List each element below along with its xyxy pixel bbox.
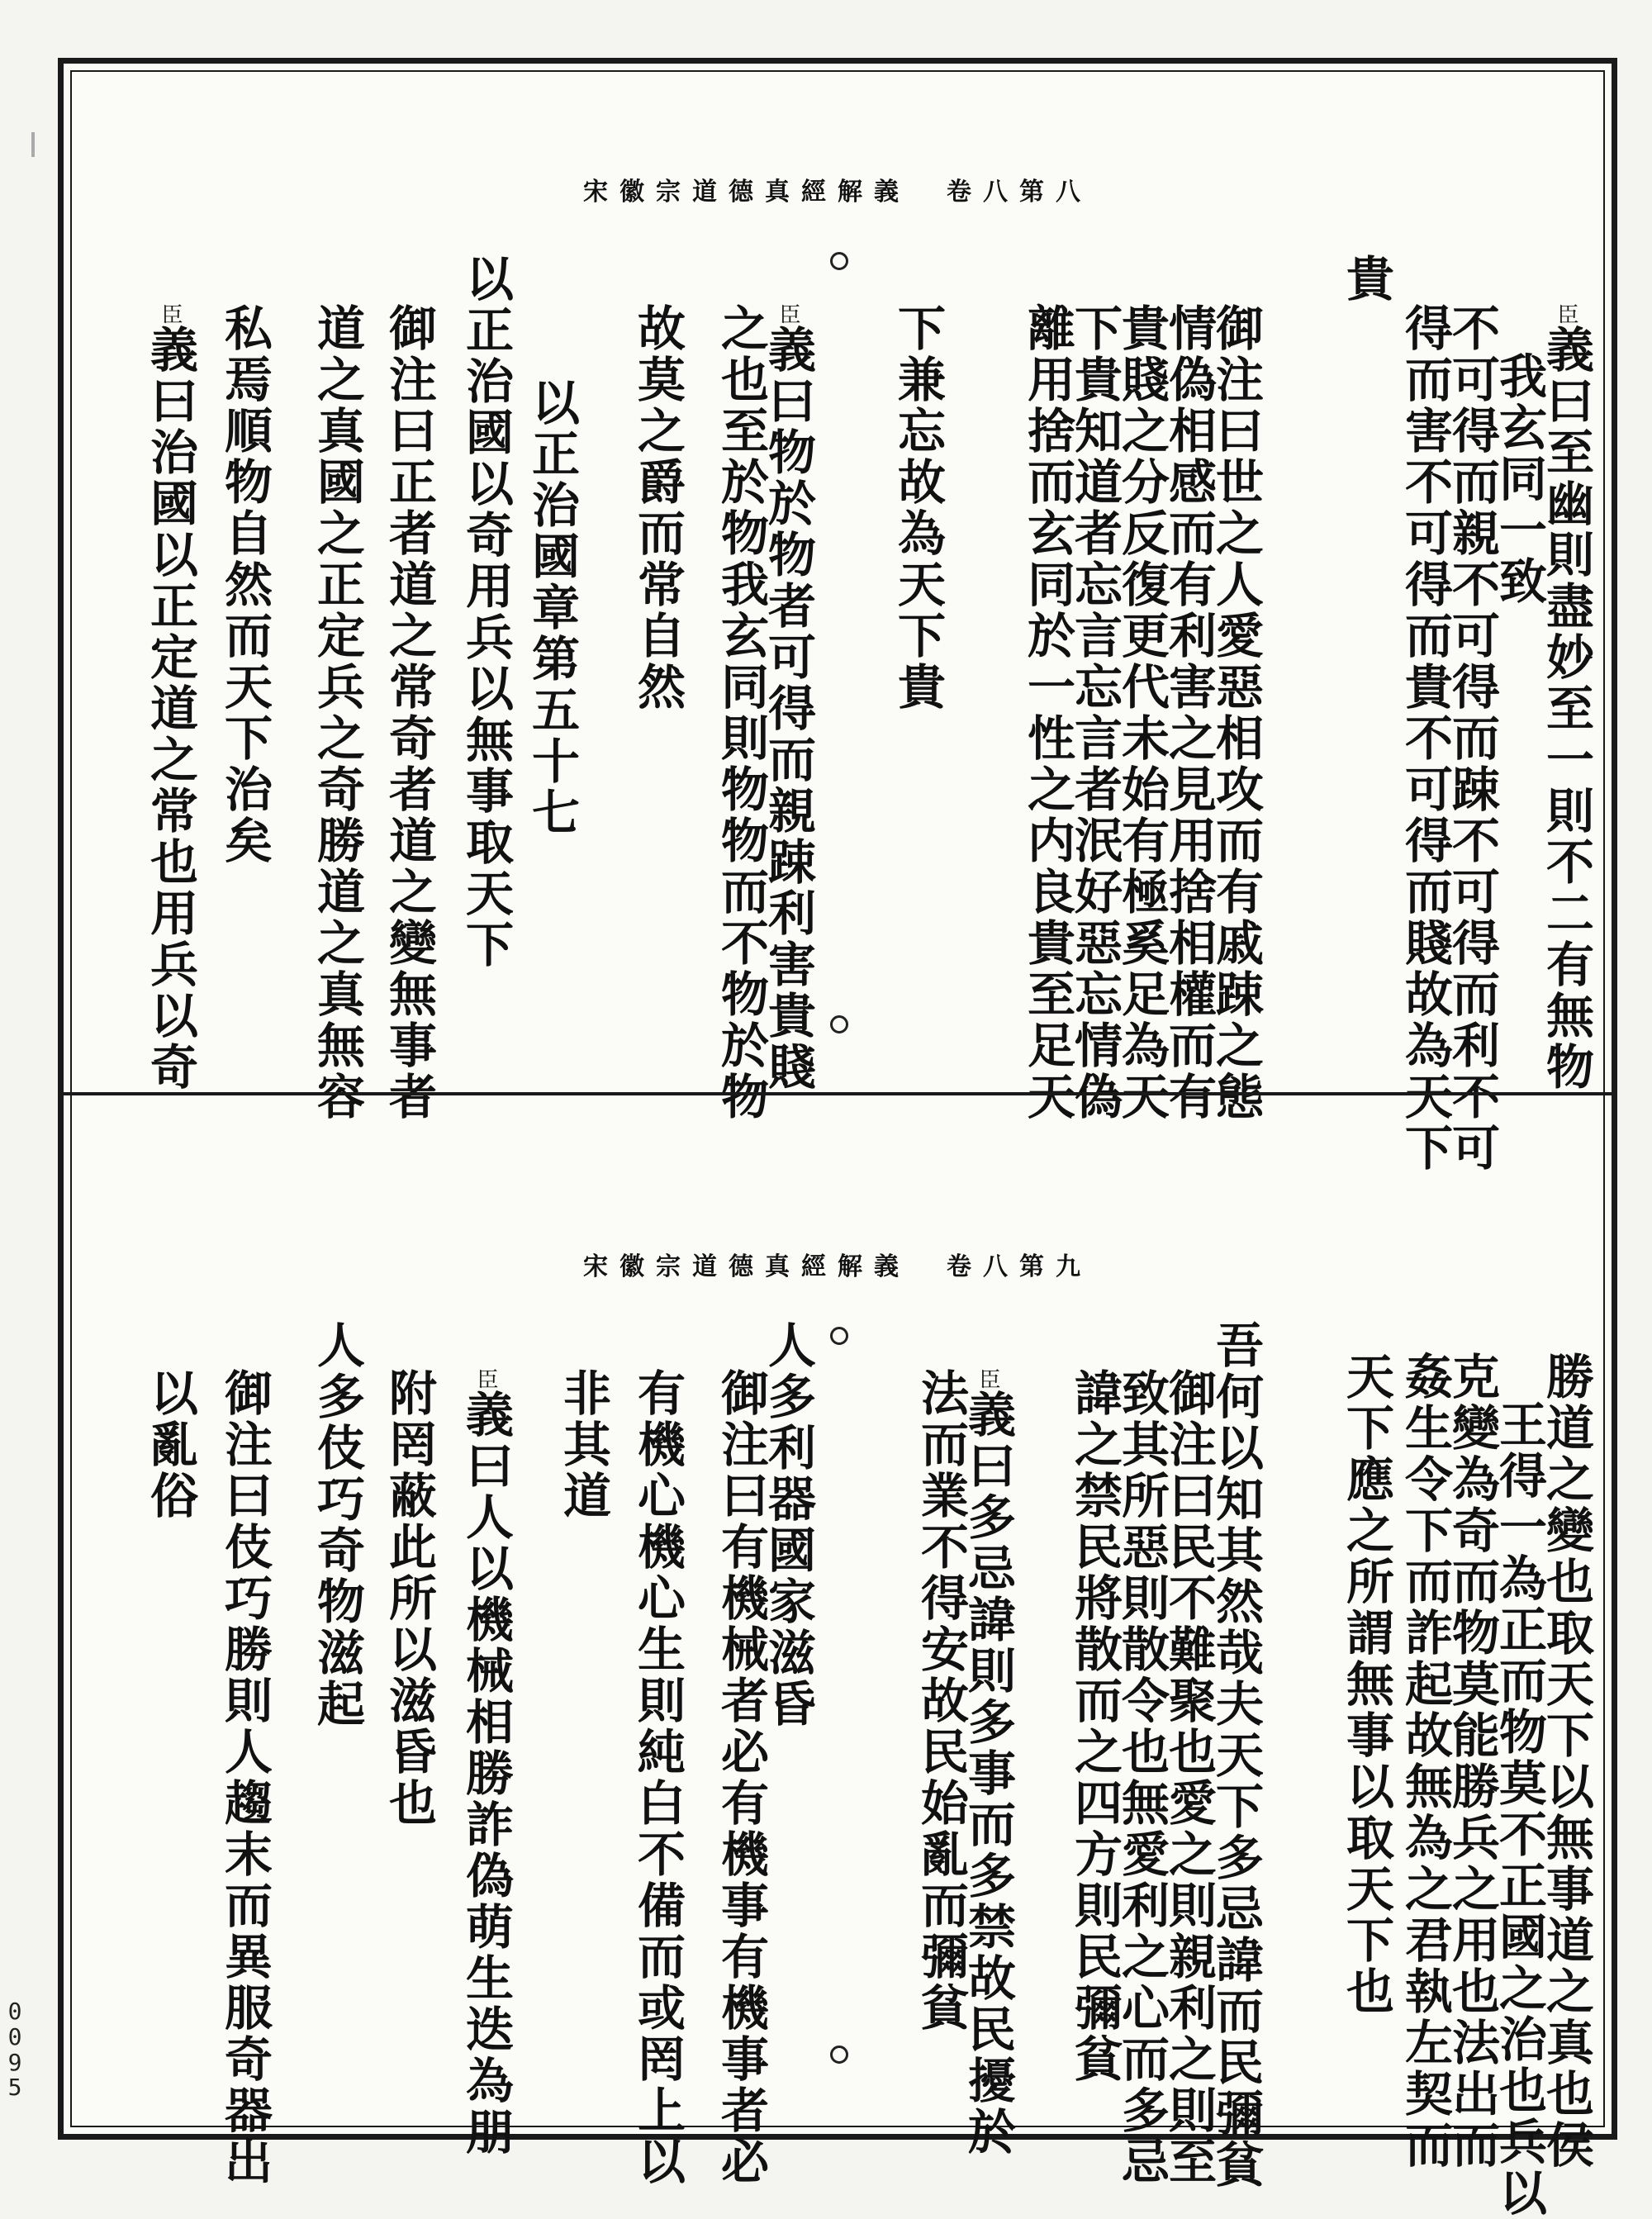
bottom-column-18: 人多伎巧奇物滋起	[309, 1320, 365, 1730]
bottom-column-3: 克變為奇而物莫能勝兵之用也法出而	[1444, 1352, 1500, 2171]
bottom-column-8: 致其所惡則散令也無愛利之心而多忌	[1113, 1368, 1170, 2188]
top-column-14: 故莫之爵而常自然	[629, 303, 686, 713]
bottom-column-9: 諱之禁民將散而之四方則民彌貧	[1066, 1368, 1123, 2085]
top-column-1: 臣義曰至幽則盡妙至一則不二有無物	[1538, 303, 1594, 1093]
top-column-20: 臣義曰治國以正定道之常也用兵以奇	[142, 303, 198, 1093]
bottom-column-12: 人多利器國家滋昏	[760, 1320, 816, 1730]
top-column-13: 之也至於物我玄同則物物而不物於物	[713, 303, 769, 1123]
circle-mark	[830, 1015, 848, 1033]
top-column-17: 御注曰正者道之常奇者道之變無事者	[381, 303, 437, 1123]
bottom-column-15: 非其道	[555, 1368, 611, 1522]
bottom-column-14: 有機心機心生則純白不備而或罔上以	[629, 1368, 686, 2188]
page-frame	[58, 58, 1617, 2219]
top-column-6: 御注曰世之人愛惡相攻而有戚踈之態	[1208, 303, 1264, 1123]
top-column-5: 貴	[1338, 254, 1394, 305]
bottom-column-17: 附罔蔽此所以滋昏也	[381, 1368, 437, 1829]
top-column-15: 以正治國章第五十七	[524, 378, 580, 839]
bottom-column-4: 姦生令下而詐起故無為之君執左契而	[1397, 1352, 1453, 2171]
top-header: 宋徽宗道德真經解義 卷八第八	[583, 178, 1092, 207]
top-column-18: 道之真國之正定兵之奇勝道之真無容	[309, 303, 365, 1123]
circle-mark	[830, 2046, 848, 2064]
top-column-16: 以正治國以奇用兵以無事取天下	[458, 254, 514, 971]
top-column-4: 得而害不可得而貴不可得而賤故為天下	[1397, 303, 1453, 1174]
top-column-11: 下兼忘故為天下貴	[890, 303, 946, 713]
bottom-column-10: 臣義曰多忌諱則多事而多禁故民擾於	[960, 1368, 1016, 2158]
page-number: 0 0 9 5	[7, 1998, 22, 2102]
bottom-column-20: 以亂俗	[142, 1368, 198, 1522]
bottom-header: 宋徽宗道德真經解義 卷八第九	[583, 1252, 1092, 1281]
bottom-panel	[64, 1095, 1612, 2219]
top-column-2: 我玄同一致	[1491, 351, 1547, 607]
bottom-column-2: 王得一為正而物莫不正國之治也兵以	[1491, 1399, 1547, 2219]
top-column-10: 離用捨而玄同於一性之内良貴至足天	[1019, 303, 1075, 1123]
top-column-7: 情偽相感而有利害之見用捨相權而有	[1161, 303, 1217, 1123]
margin-mark	[31, 132, 35, 157]
circle-mark	[830, 252, 848, 270]
top-column-9: 下貴知道者忘言忘言者泯好惡忘情偽	[1066, 303, 1123, 1123]
bottom-column-11: 法而業不得安故民始亂而彌貧	[913, 1368, 969, 2034]
bottom-column-19: 御注曰伎巧勝則人趨末而異服奇器出	[216, 1368, 273, 2188]
bottom-column-5: 天下應之所謂無事以取天下也	[1338, 1352, 1394, 2017]
top-column-8: 貴賤之分反復更代未始有極奚足為天	[1113, 303, 1170, 1123]
bottom-column-13: 御注曰有機械者必有機事有機事者必	[713, 1368, 769, 2188]
top-column-3: 不可得而親不可得而踈不可得而利不可	[1444, 303, 1500, 1174]
circle-mark	[830, 1327, 848, 1345]
top-column-12: 臣義曰物於物者可得而親踈利害貴賤	[760, 303, 816, 1093]
panel-divider	[64, 1092, 1612, 1095]
bottom-column-16: 臣義曰人以機械相勝詐偽萌生迭為朋	[458, 1368, 514, 2158]
top-panel	[64, 64, 1612, 1174]
top-column-19: 私焉順物自然而天下治矣	[216, 303, 273, 867]
bottom-column-7: 御注曰民不難聚也愛之則親利之則至	[1161, 1368, 1217, 2188]
bottom-column-6: 吾何以知其然哉夫天下多忌諱而民彌貧	[1208, 1320, 1264, 2191]
bottom-column-1: 勝道之變也取天下以無事道之真也侯	[1538, 1352, 1594, 2171]
